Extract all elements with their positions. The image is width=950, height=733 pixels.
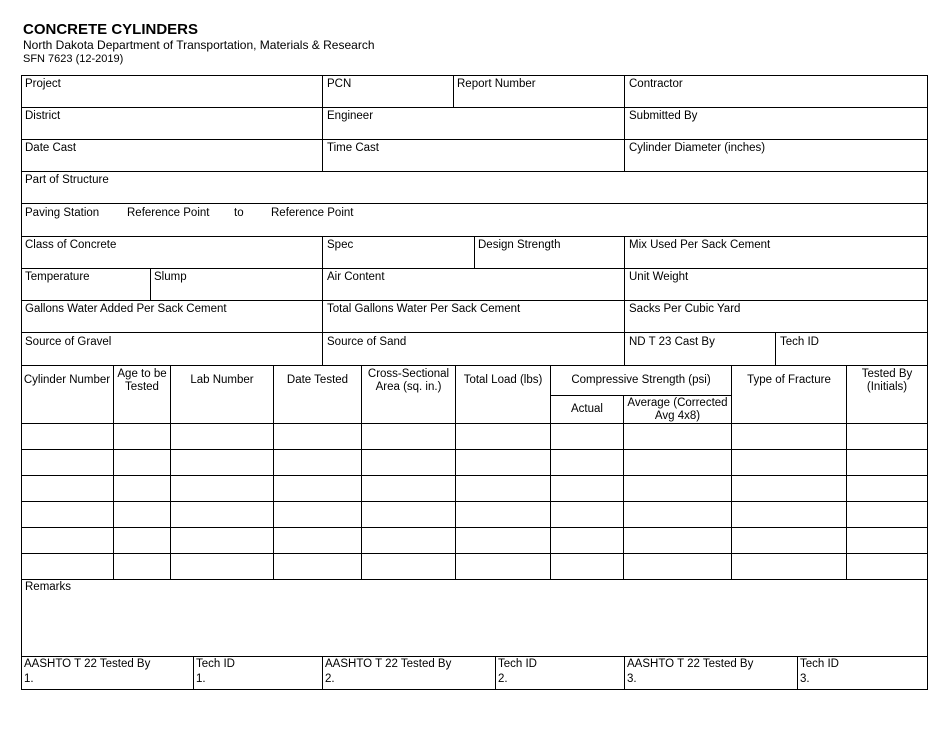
air-content-field[interactable]: Air Content	[327, 271, 385, 283]
cylinder-diameter-field[interactable]: Cylinder Diameter (inches)	[629, 142, 766, 154]
pcn-field[interactable]: PCN	[327, 78, 352, 90]
row-divider	[21, 300, 928, 301]
col-divider	[495, 656, 496, 690]
col-header-total-load: Total Load (lbs)	[463, 374, 543, 386]
col-header-cylinder-number: Cylinder Number	[23, 374, 111, 386]
unit-weight-field[interactable]: Unit Weight	[629, 271, 689, 283]
footer-tech-id-3[interactable]: Tech ID	[800, 658, 839, 670]
col-divider	[322, 75, 323, 171]
department-name: North Dakota Department of Transportation, Materials & Research	[23, 38, 375, 52]
footer-tech-number-1: 1.	[196, 673, 206, 685]
row-divider	[21, 365, 928, 366]
col-divider	[624, 75, 625, 171]
table-row[interactable]	[21, 527, 928, 553]
submitted-by-field[interactable]: Submitted By	[629, 110, 698, 122]
col-divider	[775, 332, 776, 365]
report-number-field[interactable]: Report Number	[457, 78, 536, 90]
slump-field[interactable]: Slump	[154, 271, 187, 283]
col-header-type-of-fracture: Type of Fracture	[747, 374, 831, 386]
col-divider	[453, 75, 454, 107]
col-header-cross-sectional-area: Cross-Sectional Area (sq. in.)	[367, 368, 450, 393]
col-header-age-to-be-tested: Age to be Tested	[117, 368, 167, 393]
source-of-sand-field[interactable]: Source of Sand	[327, 336, 407, 348]
temperature-field[interactable]: Temperature	[25, 271, 90, 283]
time-cast-field[interactable]: Time Cast	[327, 142, 379, 154]
design-strength-field[interactable]: Design Strength	[478, 239, 561, 251]
reference-point-to-field[interactable]: Reference Point	[271, 207, 354, 219]
part-of-structure-field[interactable]: Part of Structure	[25, 174, 109, 186]
row-divider	[21, 656, 928, 657]
paving-station-field[interactable]: Paving Station	[25, 207, 100, 219]
col-header-tested-by: Tested By (Initials)	[861, 368, 913, 393]
footer-tech-id-1[interactable]: Tech ID	[196, 658, 235, 670]
footer-tested-by-2[interactable]: AASHTO T 22 Tested By	[325, 658, 452, 670]
footer-tested-by-3[interactable]: AASHTO T 22 Tested By	[627, 658, 754, 670]
col-divider	[624, 236, 625, 365]
col-header-compressive-strength: Compressive Strength (psi)	[571, 374, 711, 386]
col-header-actual: Actual	[571, 403, 603, 415]
sacks-per-yard-field[interactable]: Sacks Per Cubic Yard	[629, 303, 741, 315]
col-divider	[322, 236, 323, 365]
row-divider	[21, 268, 928, 269]
col-header-lab-number: Lab Number	[190, 374, 254, 386]
row-divider	[21, 107, 928, 108]
footer-number-3: 3.	[627, 673, 637, 685]
gallons-water-added-field[interactable]: Gallons Water Added Per Sack Cement	[25, 303, 227, 315]
cast-by-field[interactable]: ND T 23 Cast By	[629, 336, 715, 348]
table-row[interactable]	[21, 501, 928, 527]
footer-tech-id-2[interactable]: Tech ID	[498, 658, 537, 670]
to-label: to	[234, 207, 244, 219]
footer-tech-number-3: 3.	[800, 673, 810, 685]
footer-number-2: 2.	[325, 673, 335, 685]
contractor-field[interactable]: Contractor	[629, 78, 683, 90]
col-divider	[474, 236, 475, 268]
row-divider	[550, 395, 731, 396]
col-divider	[797, 656, 798, 690]
tech-id-field[interactable]: Tech ID	[780, 336, 819, 348]
table-row[interactable]	[21, 475, 928, 501]
col-divider	[150, 268, 151, 300]
col-header-date-tested: Date Tested	[286, 374, 349, 386]
col-divider	[322, 656, 323, 690]
row-divider	[21, 203, 928, 204]
footer-number-1: 1.	[24, 673, 34, 685]
class-of-concrete-field[interactable]: Class of Concrete	[25, 239, 117, 251]
engineer-field[interactable]: Engineer	[327, 110, 374, 122]
footer-tech-number-2: 2.	[498, 673, 508, 685]
source-of-gravel-field[interactable]: Source of Gravel	[25, 336, 112, 348]
col-divider	[193, 656, 194, 690]
table-row[interactable]	[21, 553, 928, 579]
col-divider	[624, 656, 625, 690]
footer-tested-by-1[interactable]: AASHTO T 22 Tested By	[24, 658, 151, 670]
spec-field[interactable]: Spec	[327, 239, 354, 251]
col-header-average: Average (Corrected Avg 4x8)	[627, 397, 728, 422]
table-row[interactable]	[21, 449, 928, 475]
total-gallons-water-field[interactable]: Total Gallons Water Per Sack Cement	[327, 303, 521, 315]
row-divider	[21, 579, 928, 580]
row-divider	[21, 139, 928, 140]
form-title: CONCRETE CYLINDERS	[23, 21, 199, 38]
district-field[interactable]: District	[25, 110, 61, 122]
mix-used-field[interactable]: Mix Used Per Sack Cement	[629, 239, 771, 251]
reference-point-from-field[interactable]: Reference Point	[127, 207, 210, 219]
row-divider	[21, 332, 928, 333]
table-row[interactable]	[21, 423, 928, 449]
date-cast-field[interactable]: Date Cast	[25, 142, 77, 154]
project-field[interactable]: Project	[25, 78, 61, 90]
remarks-field[interactable]: Remarks	[25, 581, 72, 593]
form-number: SFN 7623 (12-2019)	[23, 53, 124, 65]
row-divider	[21, 171, 928, 172]
